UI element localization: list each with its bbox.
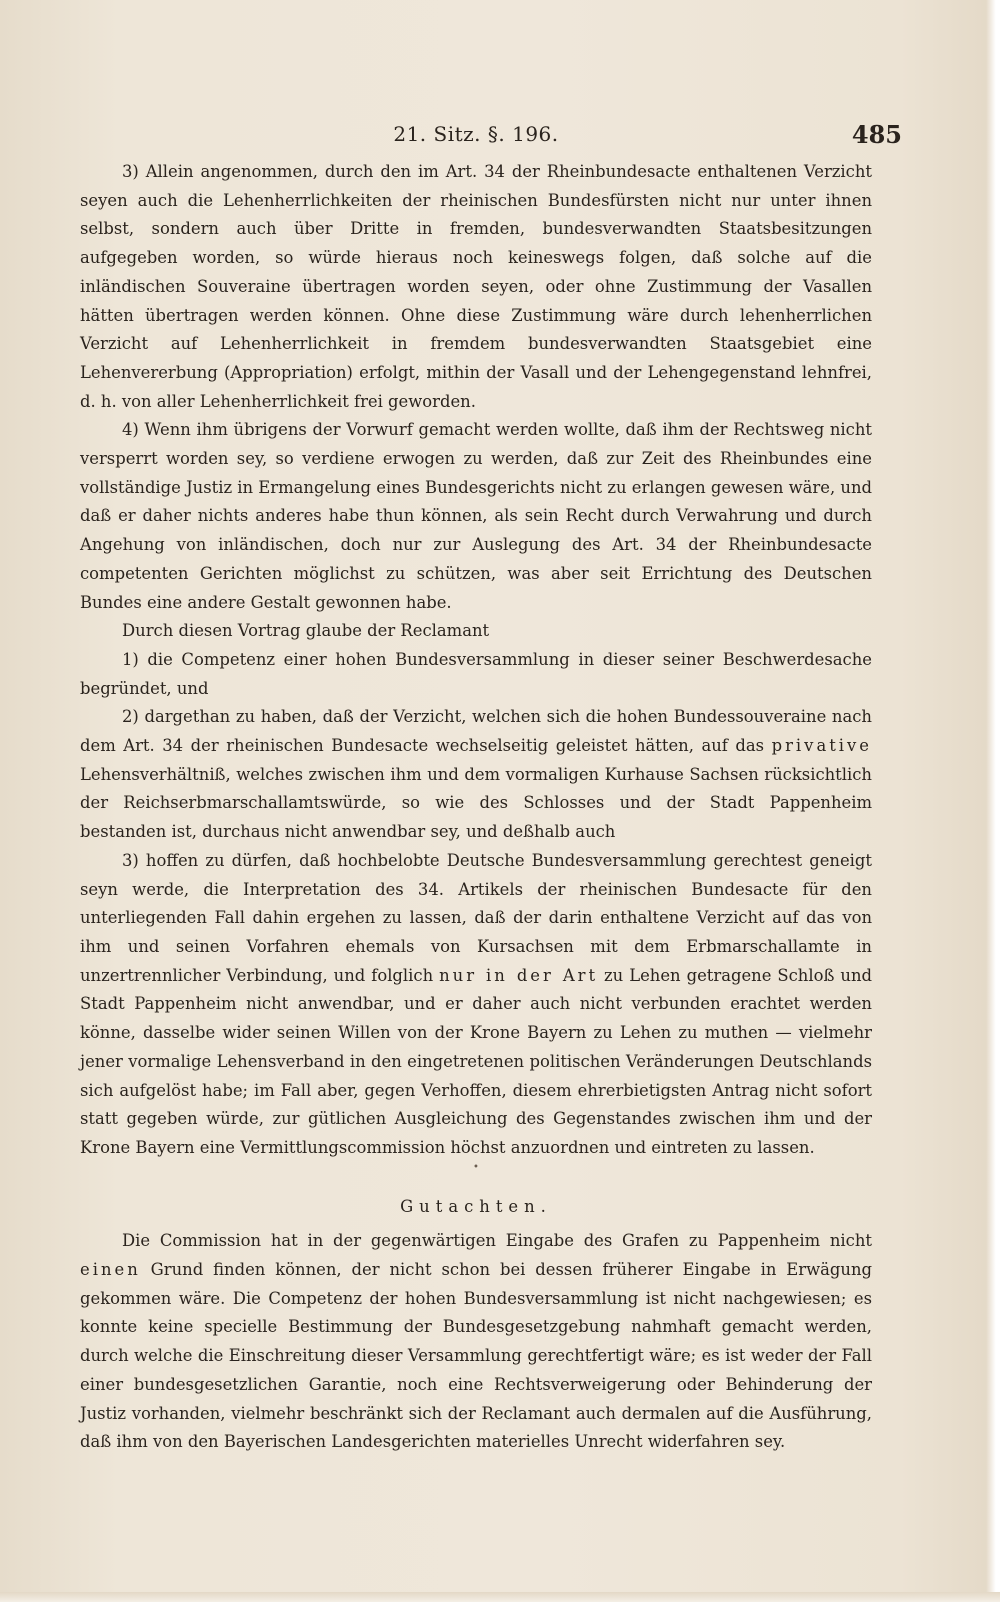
- list-item-3: [80, 847, 872, 1163]
- page-number: 485: [851, 120, 902, 149]
- list-item-3-text-a: 3) hoffen zu dürfen, daß hochbelobte Deutsche Bundesversammlung gerechtest geneigt seyn werde, die Interpretation des 34. Artikels der rheinischen Bundesacte für den unterliegenden Fall dahin ergehen zu lassen, daß der darin enthaltene Verzicht auf das von ihm und seinen Vorfahren ehemals von Kursachsen mit dem Erbmarschallamte in unzertrennlicher Verbindung, und folglich: [80, 850, 872, 985]
- list-item-1: 1) die Competenz einer hohen Bundesversammlung in dieser seiner Beschwerdesache begründet, und: [80, 649, 872, 698]
- gutachten-text-b: Grund finden können, der nicht schon bei dessen früherer Eingabe in Erwägung gekommen wäre. Die Competenz der hohen Bundesversammlung ist nicht nachgewiesen; es konnte keine specielle Bestimmung der Bundesgesetzgebung nahmhaft gemacht werden, durch welche die Einschreitung dieser Versammlung gerechtfertigt wäre; es ist weder der Fall einer bundesgesetzlichen Garantie, noch eine Rechtsverweigerung oder Behinderung der Justiz vorhanden, vielmehr beschränkt sich der Reclamant auch dermalen auf die Ausführung, daß ihm von den Bayerischen Landesgerichten materielles Unrecht widerfahren sey.: [80, 1260, 872, 1452]
- separator-dot: •: [473, 1161, 479, 1173]
- paragraph-point-3: 3) Allein angenommen, durch den im Art. 34 der Rheinbundesacte enthaltenen Verzicht seyen auch die Lehenherrlichkeiten der rheinischen Bundesfürsten nicht nur unter ihnen selbst, sondern auch über Dritte in fremden, bundesverwandten Staatsbesitzungen aufgegeben worden, so würde hieraus noch keineswegs folgen, daß solche auf die inländischen Souveraine übertragen worden seyen, oder ohne Zustimmung der Vasallen hätten übertragen werden können. Ohne diese Zustimmung wäre durch lehenherrlichen Verzicht auf Lehenherrlichkeit in fremdem bundesverwandten Staatsgebiet eine Lehenvererbung (Appropriation) erfolgt, mithin der Vasall und der Lehengegenstand lehnfrei, d. h. von aller Lehenherrlichkeit frei geworden.: [80, 162, 872, 411]
- list-item-2-text-b: Lehensverhältniß, welches zwischen ihm und dem vormaligen Kurhause Sachsen rücksichtlich der Reichserbmarschallamtswürde, so wie des Schlosses und der Stadt Pappenheim bestanden ist, durchaus nicht anwendbar sey, und deßhalb auch: [80, 764, 872, 842]
- page-bottom-edge: [0, 1592, 1000, 1602]
- running-head: [80, 120, 902, 152]
- emphasis-nur-in-der-art: nur in der Art: [439, 965, 599, 985]
- emphasis-einen: einen: [80, 1260, 141, 1280]
- paragraph-gutachten: [80, 1227, 872, 1457]
- page-edge: [986, 0, 1000, 1602]
- section-heading-gutachten: Gutachten.: [400, 1196, 552, 1216]
- running-head-title: 21. Sitz. §. 196.: [393, 122, 559, 146]
- list-item-2: [80, 703, 872, 847]
- paragraph-point-4: 4) Wenn ihm übrigens der Vorwurf gemacht werden wollte, daß ihm der Rechtsweg nicht versperrt worden sey, so verdiene erwogen zu werden, daß zur Zeit des Rheinbundes eine vollständige Justiz in Ermangelung eines Bundesgerichts nicht zu erlangen gewesen wäre, und daß er daher nichts anderes habe thun können, als sein Recht durch Verwahrung und durch Angehung von inländischen, doch nur zur Auslegung des Art. 34 der Rheinbundesacte competenten Gerichten möglichst zu schützen, was aber seit Errichtung des Deutschen Bundes eine andere Gestalt gewonnen habe.: [80, 420, 872, 612]
- paragraph-reclamant-intro: Durch diesen Vortrag glaube der Reclamant: [122, 621, 490, 641]
- body-text: [80, 158, 872, 1457]
- gutachten-text-a: Die Commission hat in der gegenwärtigen Eingabe des Grafen zu Pappenheim nicht: [122, 1231, 872, 1251]
- list-item-3-text-b: zu Lehen getragene Schloß und Stadt Pappenheim nicht anwendbar, und er daher auch nicht verbunden erachtet werden könne, dasselbe wider seinen Willen von der Krone Bayern zu Lehen zu muthen — vielmehr jener vormalige Lehensverband in den eingetretenen politischen Veränderungen Deutschlands sich aufgelöst habe; im Fall aber, gegen Verhoffen, diesem ehrerbietigsten Antrag nicht sofort statt gegeben würde, zur gütlichen Ausgleichung des Gegenstandes zwischen ihm und der Krone Bayern eine Vermittlungscommission höchst anzuordnen und eintreten zu lassen.: [80, 965, 872, 1157]
- emphasis-privative: privative: [771, 736, 872, 756]
- list-item-2-text-a: 2) dargethan zu haben, daß der Verzicht, welchen sich die hohen Bundessouveraine nach dem Art. 34 der rheinischen Bundesacte wechselseitig geleistet hätten, auf das: [80, 707, 872, 756]
